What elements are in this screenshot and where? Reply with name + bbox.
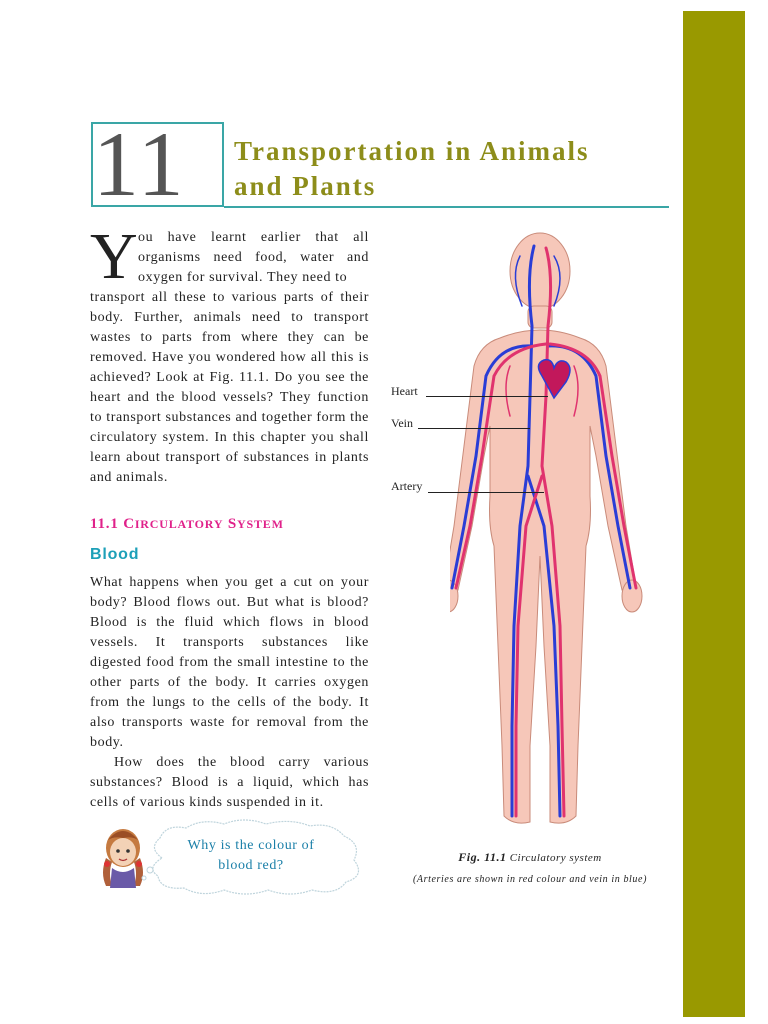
section-title-rest1: IRCULATORY: [134, 517, 224, 531]
section-title-cap2: S: [227, 516, 238, 532]
body-silhouette: [450, 233, 642, 823]
leader-artery: [428, 492, 544, 493]
chapter-title: [234, 134, 674, 204]
blood-paragraph-2: How does the blood carry various substances? Blood is a liquid, which has cells of various kinds suspended in it.: [90, 755, 369, 810]
section-heading: [90, 516, 370, 533]
figure-note: (Arteries are shown in red colour and vein in blue): [413, 874, 647, 885]
chapter-number: 11: [93, 113, 186, 215]
circulatory-system-figure: [450, 226, 670, 846]
label-artery: Artery: [391, 479, 423, 493]
subsection-heading: Blood: [90, 546, 140, 563]
section-title-cap1: C: [123, 516, 135, 532]
chapter-title-line2: and Plants: [234, 171, 377, 201]
callout-question: Why is the colour of blood red?: [187, 838, 315, 873]
figure-caption: [390, 850, 670, 865]
blood-paragraph-1: What happens when you get a cut on your body? Blood flows out. But what is blood? Blood is the fluid which flows in blood vessels. It transports substances like digested food from the small intestine to the other parts of the body. It carries oxygen from the lungs to the cells of the body. It also transports waste for removal from the body.: [90, 575, 369, 750]
section-number: 11.1: [90, 516, 119, 532]
leader-heart: [426, 396, 548, 397]
label-vein: Vein: [391, 416, 413, 430]
figure-caption-text: Circulatory system: [509, 852, 602, 864]
intro-paragraph-start: ou have learnt earlier that all organisms need food, water and oxygen for survival. They need to: [138, 230, 369, 285]
section-title-rest2: YSTEM: [237, 517, 284, 531]
leader-vein: [418, 428, 530, 429]
label-heart: Heart: [391, 384, 418, 398]
drop-cap: Y: [90, 220, 138, 293]
title-rule: [224, 206, 669, 208]
chapter-side-bar: [683, 11, 745, 1017]
chapter-title-line1: Transportation in Animals: [234, 136, 590, 166]
figure-number: Fig. 11.1: [458, 850, 507, 864]
intro-paragraph: transport all these to various parts of their body. Further, animals need to transport wastes to parts from where they can be removed. Have you wondered how all this is achieved? Look at Fig. 11.1. Do you see the heart and the blood vessels? They function to transport substances and together form the circulatory system. In this chapter you shall learn about transport of substances in plants and animals.: [90, 290, 369, 485]
